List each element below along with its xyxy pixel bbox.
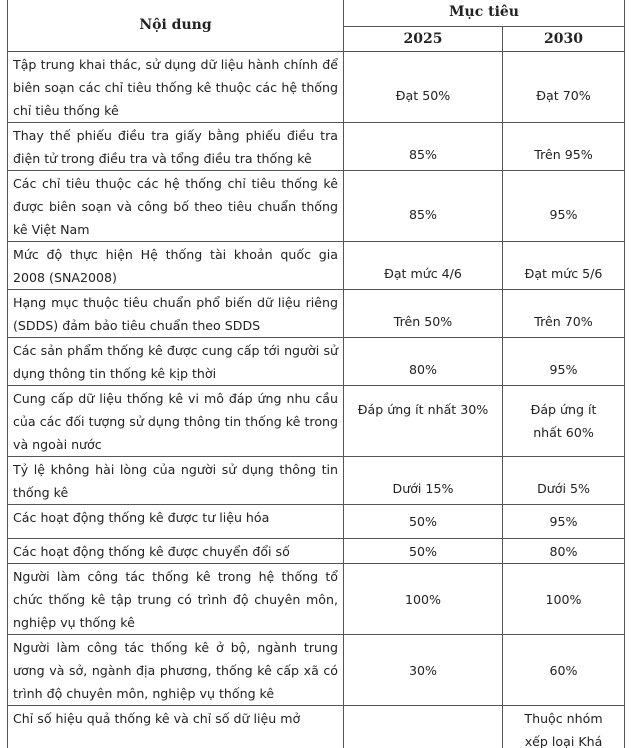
header-target: Mục tiêu	[344, 0, 625, 27]
table-row	[8, 706, 625, 748]
row-content: Các hoạt động thống kê được chuyển đổi số	[8, 539, 344, 564]
row-content: Các sản phẩm thống kê được cung cấp tới người sử dụng thông tin thống kê kịp thời	[8, 338, 344, 386]
table-row	[8, 635, 625, 706]
table-row	[8, 539, 625, 564]
row-value-2025: Đạt 50%	[344, 52, 503, 123]
row-value-2030: 80%	[503, 539, 625, 564]
header-content: Nội dung	[8, 0, 344, 52]
row-value-2025: 50%	[344, 539, 503, 564]
row-content: Các chỉ tiêu thuộc các hệ thống chỉ tiêu thống kê được biên soạn và công bố theo tiêu chuẩn thống kê Việt Nam	[8, 171, 344, 242]
row-value-2030: 95%	[503, 505, 625, 539]
row-value-2025: Đáp ứng ít nhất 30%	[344, 386, 503, 457]
row-value-2030: Đáp ứng ít nhất 60%	[503, 386, 625, 457]
row-value-2025: Đạt mức 4/6	[344, 242, 503, 290]
table-row	[8, 564, 625, 635]
row-value-2030: Dưới 5%	[503, 457, 625, 505]
row-value-2030: Đạt 70%	[503, 52, 625, 123]
header-year-2025: 2025	[344, 27, 503, 52]
row-value-2025: Dưới 15%	[344, 457, 503, 505]
table-row	[8, 171, 625, 242]
row-value-2025: 85%	[344, 171, 503, 242]
row-value-2025: 50%	[344, 505, 503, 539]
row-content: Tập trung khai thác, sử dụng dữ liệu hành chính để biên soạn các chỉ tiêu thống kê thuộc các hệ thống chỉ tiêu thống kê	[8, 52, 344, 123]
row-value-2030: Thuộc nhóm xếp loại Khá	[503, 706, 625, 748]
row-content: Hạng mục thuộc tiêu chuẩn phổ biến dữ liệu riêng (SDDS) đảm bảo tiêu chuẩn theo SDDS	[8, 290, 344, 338]
targets-table	[7, 0, 625, 748]
row-value-2025: Trên 50%	[344, 290, 503, 338]
row-value-2025: 30%	[344, 635, 503, 706]
table-row	[8, 123, 625, 171]
row-value-2025: 100%	[344, 564, 503, 635]
row-content: Cung cấp dữ liệu thống kê vi mô đáp ứng nhu cầu của các đối tượng sử dụng thông tin thống kê trong và ngoài nước	[8, 386, 344, 457]
table-row	[8, 338, 625, 386]
header-row	[8, 0, 625, 27]
row-value-2030: Trên 70%	[503, 290, 625, 338]
table-row	[8, 505, 625, 539]
row-value-2025	[344, 706, 503, 748]
row-content: Các hoạt động thống kê được tư liệu hóa	[8, 505, 344, 539]
row-content: Thay thế phiếu điều tra giấy bằng phiếu điều tra điện tử trong điều tra và tổng điều tra thống kê	[8, 123, 344, 171]
table-row	[8, 242, 625, 290]
row-content: Chỉ số hiệu quả thống kê và chỉ số dữ liệu mở	[8, 706, 344, 748]
table-row	[8, 386, 625, 457]
row-value-2030: Trên 95%	[503, 123, 625, 171]
row-content: Người làm công tác thống kê ở bộ, ngành trung ương và sở, ngành địa phương, thống kê cấp xã có trình độ chuyên môn, nghiệp vụ thống kê	[8, 635, 344, 706]
row-value-2030: Đạt mức 5/6	[503, 242, 625, 290]
row-value-2025: 80%	[344, 338, 503, 386]
row-content: Tỷ lệ không hài lòng của người sử dụng thông tin thống kê	[8, 457, 344, 505]
row-value-2030: 60%	[503, 635, 625, 706]
row-value-2030: 95%	[503, 338, 625, 386]
row-value-2030: 95%	[503, 171, 625, 242]
row-value-2025: 85%	[344, 123, 503, 171]
table-row	[8, 52, 625, 123]
header-year-2030: 2030	[503, 27, 625, 52]
table-row	[8, 457, 625, 505]
table-row	[8, 290, 625, 338]
row-content: Mức độ thực hiện Hệ thống tài khoản quốc gia 2008 (SNA2008)	[8, 242, 344, 290]
row-value-2030: 100%	[503, 564, 625, 635]
row-content: Người làm công tác thống kê trong hệ thống tổ chức thống kê tập trung có trình độ chuyên môn, nghiệp vụ thống kê	[8, 564, 344, 635]
